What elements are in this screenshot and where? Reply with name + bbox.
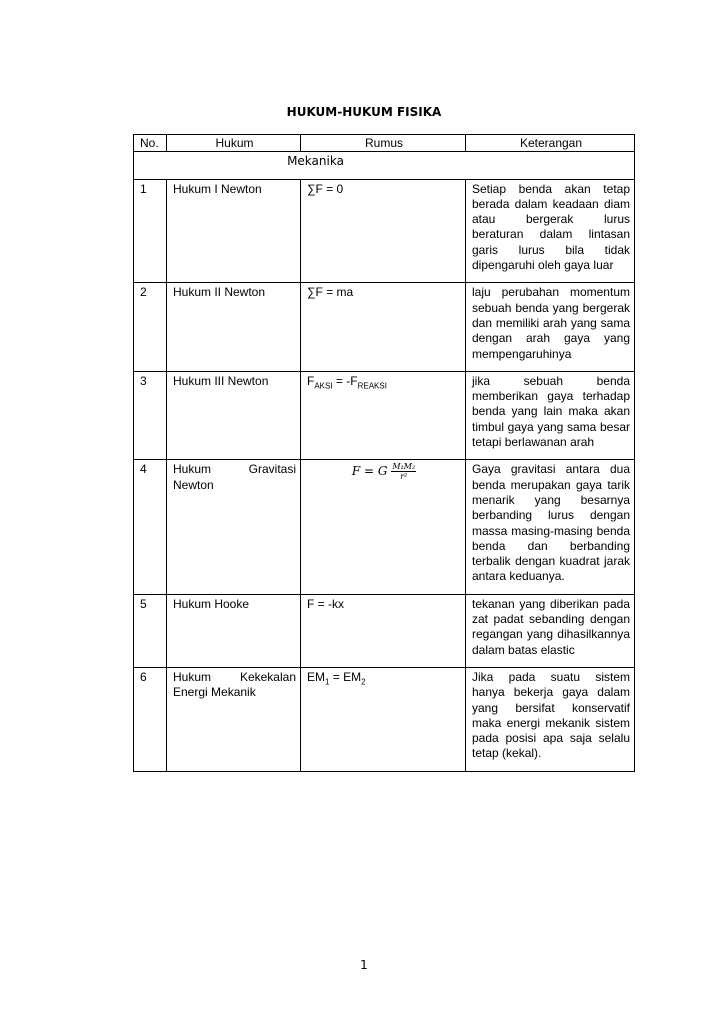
header-no: No. [134, 135, 167, 152]
row-no: 3 [134, 371, 167, 459]
row-hukum: Hukum Hooke [167, 594, 301, 667]
row-keterangan: jika sebuah benda memberikan gaya terhadap benda yang lain maka akan timbul gaya yang sama besar tetapi berlawanan arah [466, 371, 635, 459]
table-row [134, 594, 635, 667]
formula-part: EM [307, 669, 325, 684]
formula-subscript: REAKSI [357, 381, 387, 391]
row-no: 1 [134, 179, 167, 283]
row-hukum: Hukum III Newton [167, 371, 301, 459]
row-keterangan: tekanan yang diberikan pada zat padat sebanding dengan regangan yang dihasilkannya dalam batas elastic [466, 594, 635, 667]
table-row [134, 283, 635, 371]
fraction-denominator: r² [400, 472, 408, 482]
row-no: 5 [134, 594, 167, 667]
page-title: HUKUM-HUKUM FISIKA [286, 105, 442, 119]
table-row [134, 667, 635, 771]
formula-part: = -F [332, 373, 358, 388]
table-header-row [134, 135, 635, 152]
row-hukum: Hukum Gravitasi Newton [167, 460, 301, 594]
formula-part: = EM [329, 669, 362, 684]
row-hukum: Hukum II Newton [167, 283, 301, 371]
section-row [134, 152, 635, 179]
section-title: Mekanika [287, 154, 344, 169]
row-no: 6 [134, 667, 167, 771]
header-rumus: Rumus [301, 135, 466, 152]
row-rumus: F = -kx [301, 594, 466, 667]
header-keterangan: Keterangan [466, 135, 635, 152]
table-row [134, 179, 635, 283]
table-row [134, 460, 635, 594]
row-rumus [301, 371, 466, 459]
physics-laws-table [133, 134, 635, 772]
row-hukum: Hukum I Newton [167, 179, 301, 283]
page-number: 1 [360, 958, 368, 972]
row-keterangan: Jika pada suatu sistem hanya bekerja gaya dalam yang bersifat konservatif maka energi mekanik sistem pada posisi apa saja selalu tetap (kekal). [466, 667, 635, 771]
row-no: 2 [134, 283, 167, 371]
row-hukum: Hukum Kekekalan Energi Mekanik [167, 667, 301, 771]
fraction-numerator: M₁M₂ [392, 462, 416, 472]
formula-lhs: F = G [351, 464, 388, 479]
formula-subscript: AKSI [314, 381, 333, 391]
row-no: 4 [134, 460, 167, 594]
formula-part: F [307, 373, 315, 388]
row-keterangan: Gaya gravitasi antara dua benda merupakan gaya tarik menarik yang besarnya berbanding lurus dengan massa masing-masing benda benda dan berbanding terbalik dengan kuadrat jarak antara keduanya. [466, 460, 635, 594]
formula-subscript: 1 [325, 677, 330, 687]
row-rumus: ∑F = 0 [301, 179, 466, 283]
header-hukum: Hukum [167, 135, 301, 152]
row-rumus: ∑F = ma [301, 283, 466, 371]
row-keterangan: Setiap benda akan tetap berada dalam keadaan diam atau bergerak lurus beraturan dalam lintasan garis lurus bila tidak dipengaruhi oleh gaya luar [466, 179, 635, 283]
row-keterangan: laju perubahan momentum sebuah benda yang bergerak dan memiliki arah yang sama dengan arah gaya yang mempengaruhinya [466, 283, 635, 371]
formula-fraction [391, 462, 416, 481]
row-rumus [301, 667, 466, 771]
formula-subscript: 2 [361, 677, 366, 687]
table-row [134, 371, 635, 459]
row-rumus [301, 460, 466, 594]
